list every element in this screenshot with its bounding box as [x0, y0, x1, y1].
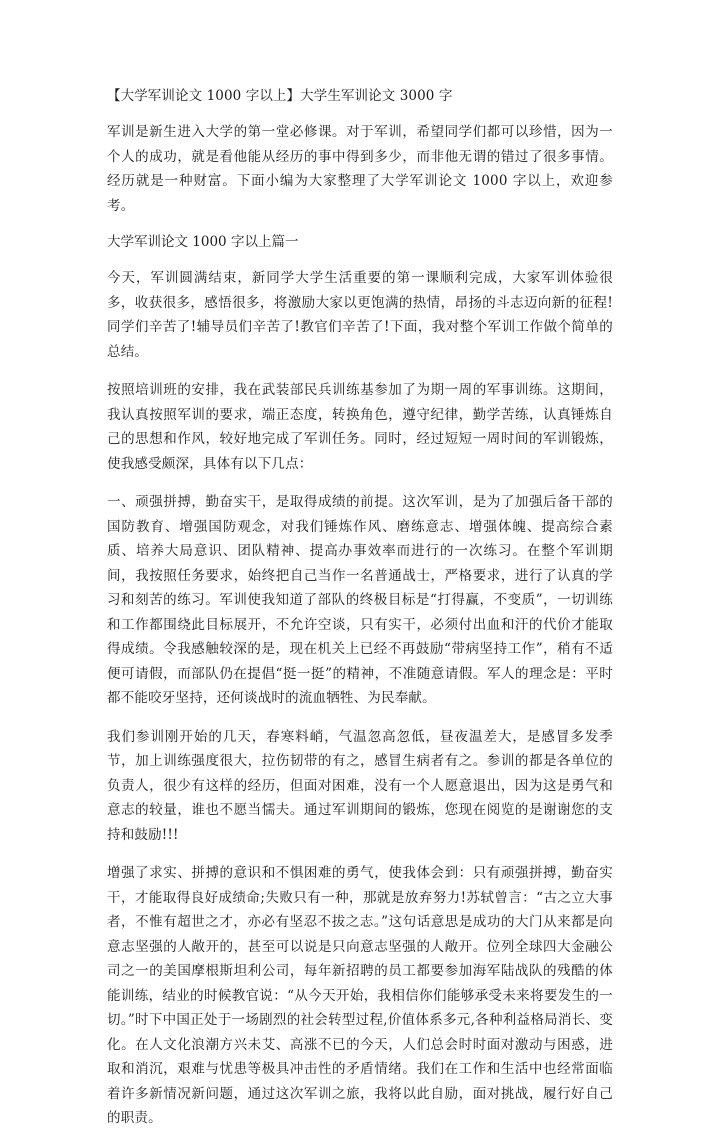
intro-paragraph: 军训是新生进入大学的第一堂必修课。对于军训，希望同学们都可以珍惜，因为一个人的成功，就是看他能从经历的事中得到多少，而非他无谓的错过了很多事情。经历就是一种财富。下面小编为大家整理了大学军训论文 1000 字以上，欢迎参考。: [107, 124, 613, 214]
body-paragraph-4: 我们参训刚开始的几天，春寒料峭，气温忽高忽低，昼夜温差大，是感冒多发季节，加上训练强度很大，拉伤韧带的有之，感冒生病者有之。参训的都是各单位的负责人，很少有这样的经历，但面对困难，没有一个人愿意退出，因为这是勇气和意志的较量，谁也不愿当懦夫。通过军训期间的锻炼，您现在阅览的是谢谢您的支持和鼓励!!!: [107, 728, 613, 843]
body-paragraph-2: 按照培训班的安排，我在武装部民兵训练基参加了为期一周的军事训练。这期间，我认真按照军训的要求，端正态度，转换角色，遵守纪律，勤学苦练，认真锤炼自己的思想和作风，较好地完成了军训任务。同时，经过短短一周时间的军训锻炼，使我感受颇深，具体有以下几点：: [107, 382, 613, 472]
body-paragraph-5: 增强了求实、拼搏的意识和不惧困难的勇气，使我体会到：只有顽强拼搏，勤奋实干，才能取得良好成绩命;失败只有一种，那就是放弃努力!苏轼曾言：“古之立大事者，不惟有超世之才，亦必有坚忍不拔之志。”这句话意思是成功的大门从来都是向意志坚强的人敞开的，甚至可以说是只向意志坚强的人敞开。位列全球四大金融公司之一的美国摩根斯坦利公司，每年新招聘的员工都要参加海军陆战队的残酷的体能训练，结业的时候教官说：“从今天开始，我相信你们能够承受未来将要发生的一切。”时下中国正处于一场剧烈的社会转型过程,价值体系多元,各种利益格局消长、变化。在人文化浪潮方兴未艾、高涨不已的今天，人们总会时时面对激动与困惑，进取和消沉，艰难与忧患等极具冲击性的矛盾情绪。我们在工作和生活中也经常面临着许多新情况新问题，通过这次军训之旅，我将以此自励，面对挑战，履行好自己的职责。: [107, 865, 613, 1126]
section-heading: 大学军训论文 1000 字以上篇一: [107, 234, 299, 250]
document-title: 【大学军训论文 1000 字以上】大学生军训论文 3000 字: [107, 88, 453, 104]
document-body: [107, 86, 613, 1145]
body-paragraph-3: 一、顽强拼搏，勤奋实干，是取得成绩的前提。这次军训，是为了加强后备干部的国防教育、增强国防观念，对我们锤炼作风、磨练意志、增强体魄、提高综合素质、培养大局意识、团队精神、提高办事效率而进行的一次练习。在整个军训期间，我按照任务要求，始终把自己当作一名普通战士，严格要求，进行了认真的学习和刻苦的练习。军训使我知道了部队的终极目标是“打得赢，不变质”，一切训练和工作都围绕此目标展开，不允许空谈，只有实干，必须付出血和汗的代价才能取得成绩。令我感触较深的是，现在机关上已经不再鼓励“带病坚持工作”，稍有不适便可请假，而部队仍在提倡“挺一挺”的精神，不准随意请假。军人的理念是：平时都不能咬牙坚持，还何谈战时的流血牺牲、为民奉献。: [107, 494, 613, 706]
body-paragraph-1: 今天，军训圆满结束，新同学大学生活重要的第一课顺利完成，大家军训体验很多，收获很多，感悟很多，将激励大家以更饱满的热情，昂扬的斗志迈向新的征程!同学们辛苦了!辅导员们辛苦了!教官们辛苦了!下面，我对整个军训工作做个简单的总结。: [107, 270, 613, 360]
